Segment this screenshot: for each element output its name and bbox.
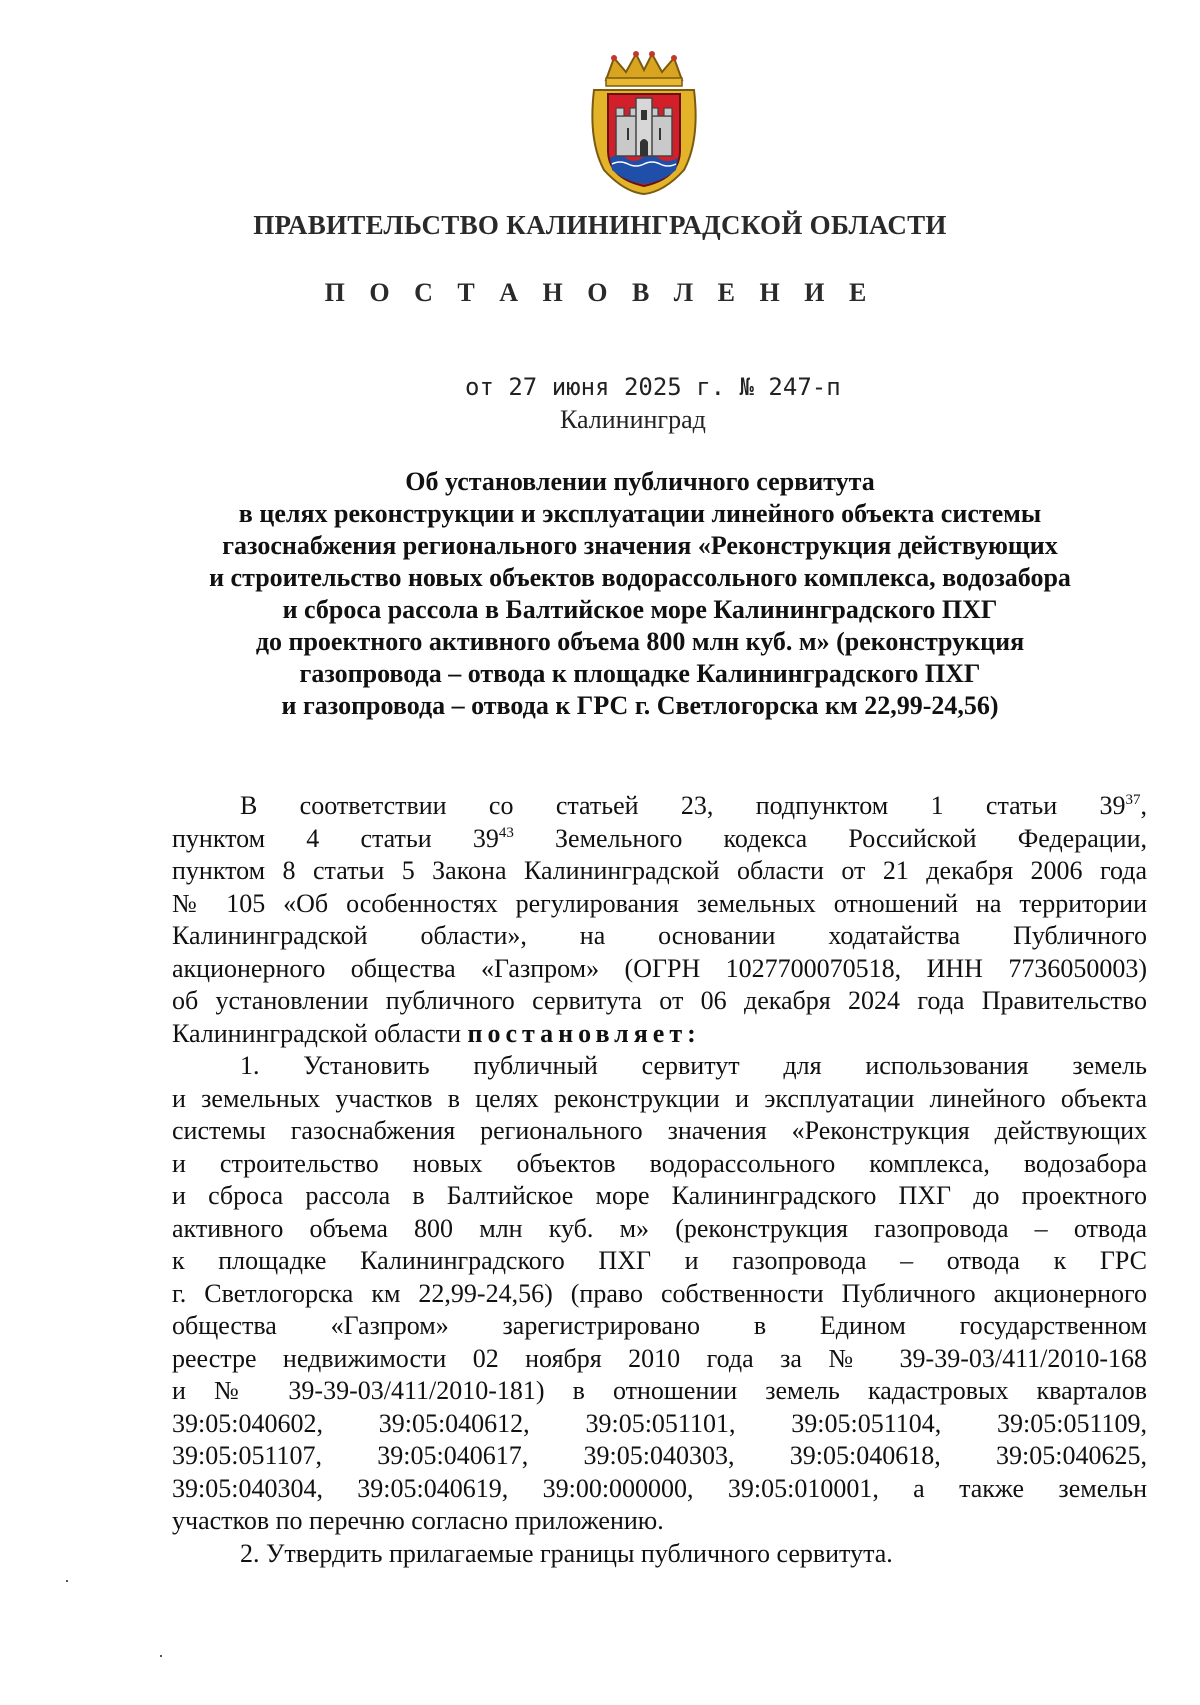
preamble-line: № 105 «Об особенностях регулирования земельных отношений на территории bbox=[172, 888, 1147, 918]
date-number-line: от 27 июня 2025 г. № 247-п bbox=[465, 373, 841, 401]
item-1-line: общества «Газпром» зарегистрировано в Едином государственном bbox=[172, 1311, 1147, 1340]
scan-speck bbox=[66, 1580, 68, 1582]
preamble-line: акционерного общества «Газпром» (ОГРН 1027700070518, ИНН 7736050003) bbox=[172, 953, 1147, 983]
preamble-text: пунктом 4 статьи 39 bbox=[172, 823, 499, 853]
city-name: Калининград bbox=[560, 405, 706, 434]
preamble-line bbox=[172, 790, 1147, 823]
title-line: и сброса рассола в Балтийское море Калининградского ПХГ bbox=[282, 595, 998, 624]
item-1-line: участков по перечню согласно приложению. bbox=[172, 1506, 664, 1535]
item-1-line: 39:05:051107, 39:05:040617, 39:05:040303, 39:05:040618, 39:05:040625, bbox=[172, 1441, 1147, 1470]
title-line: газоснабжения регионального значения «Реконструкция действующих bbox=[222, 531, 1058, 560]
title-line: Об установлении публичного сервитута bbox=[405, 467, 875, 496]
preamble-text: Калининградской области bbox=[172, 1018, 468, 1048]
item-1-line: к площадке Калининградского ПХГ и газопровода – отвода к ГРС bbox=[172, 1246, 1147, 1275]
title-line: до проектного активного объема 800 млн куб. м» (реконструкция bbox=[255, 627, 1025, 656]
item-2-line: 2. Утвердить прилагаемые границы публичного сервитута. bbox=[240, 1538, 893, 1568]
item-1-line: и сброса рассола в Балтийское море Калининградского ПХГ до проектного bbox=[172, 1181, 1147, 1210]
item-1-line: и № 39-39-03/411/2010-181) в отношении земель кадастровых кварталов bbox=[172, 1376, 1147, 1405]
item-1-line: системы газоснабжения регионального значения «Реконструкция действующих bbox=[172, 1116, 1147, 1145]
decree-title bbox=[160, 466, 1120, 722]
item-1-line: г. Светлогорска км 22,99-24,56) (право собственности Публичного акционерного bbox=[172, 1278, 1147, 1308]
preamble-line bbox=[172, 1018, 1147, 1051]
title-line: и строительство новых объектов водорассольного комплекса, водозабора bbox=[209, 563, 1071, 592]
item-1-line: 1. Установить публичный сервитут для использования земель bbox=[240, 1051, 1147, 1080]
title-line: и газопровода – отвода к ГРС г. Светлогорска км 22,99-24,56) bbox=[281, 691, 999, 720]
document-type: П О С Т А Н О В Л Е Н И Е bbox=[324, 278, 876, 307]
decrees-word: постановляет: bbox=[467, 1018, 701, 1048]
preamble-line: пунктом 8 статьи 5 Закона Калининградской области от 21 декабря 2006 года bbox=[172, 856, 1147, 885]
preamble-text: В соответствии со статьей 23, подпунктом 1 статьи 39 bbox=[240, 791, 1126, 820]
government-name: ПРАВИТЕЛЬСТВО КАЛИНИНГРАДСКОЙ ОБЛАСТИ bbox=[253, 210, 947, 240]
preamble-line: об установлении публичного сервитута от 06 декабря 2024 года Правительство bbox=[172, 986, 1147, 1015]
item-1-line: и строительство новых объектов водорассольного комплекса, водозабора bbox=[172, 1148, 1147, 1178]
preamble-text: , bbox=[1140, 791, 1147, 820]
decree-body bbox=[172, 790, 1147, 1570]
item-1-line: 39:05:040602, 39:05:040612, 39:05:051101, 39:05:051104, 39:05:051109, bbox=[172, 1408, 1147, 1438]
item-1-line: 39:05:040304, 39:05:040619, 39:00:000000, 39:05:010001, а также земельн bbox=[172, 1473, 1147, 1503]
preamble-text: Земельного кодекса Российской Федерации, bbox=[513, 823, 1147, 853]
item-1-line: активного объема 800 млн куб. м» (реконструкция газопровода – отвода bbox=[172, 1213, 1147, 1243]
superscript: 37 bbox=[1125, 792, 1141, 808]
preamble-line bbox=[172, 823, 1147, 856]
title-line: газопровода – отвода к площадке Калининградского ПХГ bbox=[299, 659, 981, 688]
kaliningrad-coat-of-arms-icon bbox=[584, 50, 704, 195]
preamble-line: Калининградской области», на основании ходатайства Публичного bbox=[172, 921, 1147, 950]
scan-speck bbox=[160, 1655, 162, 1657]
title-line: в целях реконструкции и эксплуатации линейного объекта системы bbox=[238, 499, 1042, 528]
superscript: 43 bbox=[498, 824, 514, 841]
item-1-line: реестре недвижимости 02 ноября 2010 года за № 39-39-03/411/2010-168 bbox=[172, 1343, 1147, 1373]
item-1-line: и земельных участков в целях реконструкции и эксплуатации линейного объекта bbox=[172, 1083, 1147, 1113]
